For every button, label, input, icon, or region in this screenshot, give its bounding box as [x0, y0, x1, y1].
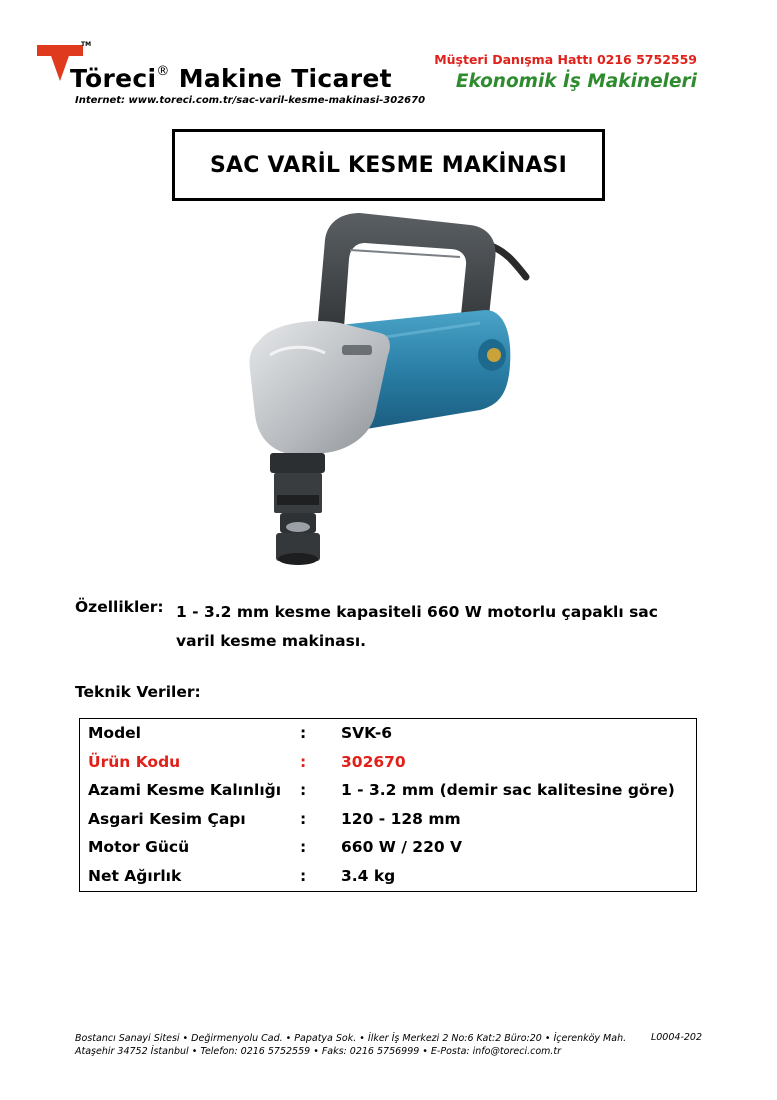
logo-mark-stem [50, 53, 70, 81]
spec-key: Model [88, 724, 141, 742]
spec-separator: : [300, 724, 307, 742]
product-image [230, 205, 530, 575]
brand-name-suffix: Makine Ticaret [178, 64, 392, 93]
spec-key: Net Ağırlık [88, 867, 182, 885]
spec-value: 302670 [341, 753, 406, 771]
spec-key: Motor Gücü [88, 838, 190, 856]
spec-value: 660 W / 220 V [341, 838, 463, 856]
spec-separator: : [300, 753, 307, 771]
company-slogan: Ekonomik İş Makineleri [455, 71, 697, 92]
brand-name [70, 64, 392, 93]
spec-value: 3.4 kg [341, 867, 396, 885]
spec-value: SVK-6 [341, 724, 393, 742]
spec-separator: : [300, 810, 307, 828]
page-title: SAC VARİL KESME MAKİNASI [210, 152, 567, 178]
spec-key: Ürün Kodu [88, 753, 181, 771]
registered-mark: ® [156, 64, 170, 79]
spec-value: 1 - 3.2 mm (demir sac kalitesine göre) [341, 781, 675, 799]
tech-specs-label: Teknik Veriler: [75, 683, 201, 701]
spec-separator: : [300, 838, 307, 856]
website-url[interactable]: Internet: www.toreci.com.tr/sac-varil-kesme-makinasi-302670 [75, 95, 426, 106]
spec-value: 120 - 128 mm [341, 810, 461, 828]
customer-hotline: Müşteri Danışma Hattı 0216 5752559 [434, 52, 697, 67]
document-code: L0004-202 [650, 1032, 702, 1043]
brand-name-main: Töreci [70, 64, 157, 93]
spec-separator: : [300, 867, 307, 885]
footer-line-2: Ataşehir 34752 İstanbul • Telefon: 0216 5752559 • Faks: 0216 5756999 • E-Posta: info@toreci.com.tr [75, 1046, 562, 1057]
features-label: Özellikler: [75, 598, 164, 616]
spec-key: Azami Kesme Kalınlığı [88, 781, 282, 799]
footer-line-1: Bostancı Sanayi Sitesi • Değirmenyolu Cad. • Papatya Sok. • İlker İş Merkezi 2 No:6 Kat:2 Büro:20 • İçerenköy Mah. [75, 1033, 627, 1044]
features-text: 1 - 3.2 mm kesme kapasiteli 660 W motorlu çapaklı sac varil kesme makinası. [176, 603, 658, 650]
footer-address [75, 1032, 626, 1058]
spec-table [79, 718, 697, 892]
spec-key: Asgari Kesim Çapı [88, 810, 246, 828]
trademark-symbol: TM [81, 41, 92, 48]
title-box [172, 129, 605, 201]
spec-separator: : [300, 781, 307, 799]
